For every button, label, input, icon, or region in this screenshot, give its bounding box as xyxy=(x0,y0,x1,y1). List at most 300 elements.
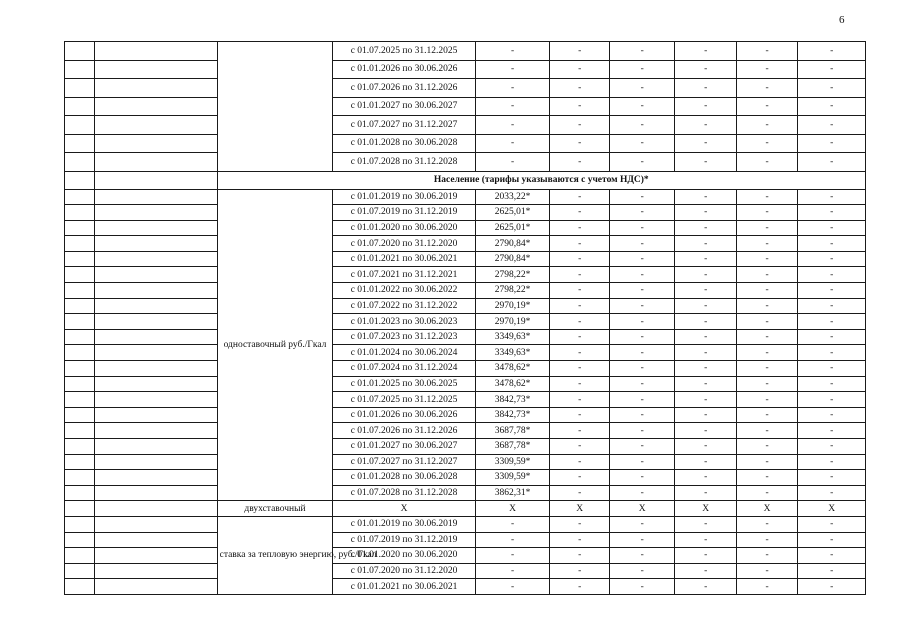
one-part-tariff-label: одноставочный руб./Гкал xyxy=(217,189,333,501)
period-cell: с 01.07.2019 по 31.12.2019 xyxy=(333,205,475,221)
value-cell: - xyxy=(736,329,797,345)
period-cell: с 01.01.2023 по 30.06.2023 xyxy=(333,314,475,330)
period-cell: с 01.01.2019 по 30.06.2019 xyxy=(333,516,475,532)
value-cell: - xyxy=(609,361,675,377)
tariff-value-cell: - xyxy=(475,516,550,532)
value-cell: - xyxy=(550,251,609,267)
number-cell xyxy=(65,153,95,172)
value-cell: - xyxy=(550,548,609,564)
value-cell: - xyxy=(550,60,609,79)
value-cell: - xyxy=(675,283,736,299)
number-cell xyxy=(65,439,95,455)
value-cell: - xyxy=(550,329,609,345)
tariff-value-cell: - xyxy=(475,563,550,579)
value-cell: - xyxy=(550,532,609,548)
name-cell xyxy=(94,283,217,299)
value-cell: - xyxy=(798,470,866,486)
value-cell: - xyxy=(550,407,609,423)
name-cell xyxy=(94,470,217,486)
number-cell xyxy=(65,171,95,189)
value-cell: - xyxy=(736,516,797,532)
name-cell xyxy=(94,376,217,392)
value-cell: - xyxy=(736,407,797,423)
table-row xyxy=(65,314,866,330)
period-cell: с 01.07.2019 по 31.12.2019 xyxy=(333,532,475,548)
value-cell: - xyxy=(798,563,866,579)
value-cell: - xyxy=(675,97,736,116)
period-cell: с 01.01.2027 по 30.06.2027 xyxy=(333,439,475,455)
tariff-value-cell: 2033,22* xyxy=(475,189,550,205)
value-cell: - xyxy=(675,329,736,345)
value-cell: - xyxy=(550,283,609,299)
table-row xyxy=(65,97,866,116)
value-cell: - xyxy=(798,548,866,564)
value-cell: - xyxy=(798,134,866,153)
value-cell: - xyxy=(609,134,675,153)
name-cell xyxy=(94,153,217,172)
period-cell: с 01.01.2025 по 30.06.2025 xyxy=(333,376,475,392)
value-cell: - xyxy=(798,407,866,423)
value-cell: - xyxy=(550,563,609,579)
value-cell: - xyxy=(550,454,609,470)
number-cell xyxy=(65,298,95,314)
value-cell: - xyxy=(675,267,736,283)
tariff-value-cell: 3349,63* xyxy=(475,345,550,361)
value-cell: - xyxy=(675,134,736,153)
value-cell: - xyxy=(798,205,866,221)
value-cell: - xyxy=(609,205,675,221)
number-cell xyxy=(65,345,95,361)
value-cell: - xyxy=(609,283,675,299)
value-cell: - xyxy=(609,298,675,314)
name-cell xyxy=(94,267,217,283)
value-cell: - xyxy=(736,116,797,135)
value-cell: - xyxy=(550,361,609,377)
heat-rate-label: ставка за тепловую энергию, руб./Гкал xyxy=(217,516,333,594)
value-cell: - xyxy=(609,251,675,267)
value-cell: - xyxy=(736,153,797,172)
not-applicable-cell: Х xyxy=(550,501,609,517)
value-cell: - xyxy=(609,454,675,470)
number-cell xyxy=(65,251,95,267)
value-cell: - xyxy=(675,314,736,330)
value-cell: - xyxy=(609,516,675,532)
not-applicable-cell: Х xyxy=(333,501,475,517)
value-cell: - xyxy=(675,532,736,548)
value-cell: - xyxy=(736,298,797,314)
value-cell: - xyxy=(550,376,609,392)
value-cell: - xyxy=(609,60,675,79)
number-cell xyxy=(65,423,95,439)
name-cell xyxy=(94,392,217,408)
value-cell: - xyxy=(736,392,797,408)
period-cell: с 01.01.2026 по 30.06.2026 xyxy=(333,60,475,79)
period-cell: с 01.01.2020 по 30.06.2020 xyxy=(333,220,475,236)
value-cell: - xyxy=(550,485,609,501)
value-cell: - xyxy=(609,153,675,172)
tariff-value-cell: 2970,19* xyxy=(475,314,550,330)
value-cell: - xyxy=(736,485,797,501)
table-row xyxy=(65,392,866,408)
value-cell: - xyxy=(736,532,797,548)
table-row xyxy=(65,376,866,392)
period-cell: с 01.07.2026 по 31.12.2026 xyxy=(333,79,475,98)
name-cell xyxy=(94,548,217,564)
value-cell: - xyxy=(675,60,736,79)
value-cell: - xyxy=(550,42,609,61)
value-cell: - xyxy=(675,189,736,205)
name-cell xyxy=(94,116,217,135)
value-cell: - xyxy=(675,153,736,172)
value-cell: - xyxy=(675,407,736,423)
tariff-value-cell: 3687,78* xyxy=(475,439,550,455)
value-cell: - xyxy=(736,236,797,252)
value-cell: - xyxy=(675,579,736,595)
value-cell: - xyxy=(675,470,736,486)
value-cell: - xyxy=(550,470,609,486)
tariff-value-cell: 2798,22* xyxy=(475,283,550,299)
two-part-row xyxy=(65,501,866,517)
table-row xyxy=(65,532,866,548)
value-cell: - xyxy=(736,548,797,564)
table-row xyxy=(65,79,866,98)
name-cell xyxy=(94,251,217,267)
period-cell: с 01.01.2028 по 30.06.2028 xyxy=(333,134,475,153)
value-cell: - xyxy=(798,532,866,548)
table-row xyxy=(65,236,866,252)
table-row xyxy=(65,470,866,486)
value-cell: - xyxy=(675,298,736,314)
number-cell xyxy=(65,79,95,98)
tariff-type-cell xyxy=(217,42,333,172)
name-cell xyxy=(94,134,217,153)
value-cell: - xyxy=(609,532,675,548)
value-cell: - xyxy=(550,439,609,455)
tariff-value-cell: 2625,01* xyxy=(475,205,550,221)
value-cell: - xyxy=(798,42,866,61)
name-cell xyxy=(94,563,217,579)
table-row xyxy=(65,205,866,221)
value-cell: - xyxy=(736,60,797,79)
value-cell: - xyxy=(798,376,866,392)
number-cell xyxy=(65,60,95,79)
name-cell xyxy=(94,501,217,517)
value-cell: - xyxy=(798,153,866,172)
period-cell: с 01.01.2019 по 30.06.2019 xyxy=(333,189,475,205)
period-cell: с 01.01.2022 по 30.06.2022 xyxy=(333,283,475,299)
number-cell xyxy=(65,236,95,252)
number-cell xyxy=(65,314,95,330)
value-cell: - xyxy=(736,205,797,221)
value-cell: - xyxy=(798,361,866,377)
tariff-table xyxy=(64,41,866,595)
value-cell: - xyxy=(550,516,609,532)
table-row xyxy=(65,134,866,153)
period-cell: с 01.01.2026 по 30.06.2026 xyxy=(333,407,475,423)
period-cell: с 01.01.2021 по 30.06.2021 xyxy=(333,251,475,267)
period-cell: с 01.01.2020 по 30.06.2020 xyxy=(333,548,475,564)
value-cell: - xyxy=(736,267,797,283)
name-cell xyxy=(94,361,217,377)
value-cell: - xyxy=(609,439,675,455)
tariff-value-cell: 3309,59* xyxy=(475,470,550,486)
tariff-value-cell: - xyxy=(475,579,550,595)
period-cell: с 01.07.2028 по 31.12.2028 xyxy=(333,485,475,501)
period-cell: с 01.07.2025 по 31.12.2025 xyxy=(333,392,475,408)
name-cell xyxy=(94,189,217,205)
value-cell: - xyxy=(609,236,675,252)
value-cell: - xyxy=(609,407,675,423)
period-cell: с 01.07.2021 по 31.12.2021 xyxy=(333,267,475,283)
period-cell: с 01.07.2026 по 31.12.2026 xyxy=(333,423,475,439)
not-applicable-cell: Х xyxy=(675,501,736,517)
not-applicable-cell: Х xyxy=(736,501,797,517)
name-cell xyxy=(94,579,217,595)
value-cell: - xyxy=(675,345,736,361)
value-cell: - xyxy=(736,439,797,455)
value-cell: - xyxy=(609,220,675,236)
period-cell: с 01.07.2020 по 31.12.2020 xyxy=(333,236,475,252)
number-cell xyxy=(65,97,95,116)
table-row xyxy=(65,298,866,314)
name-cell xyxy=(94,97,217,116)
table-row xyxy=(65,454,866,470)
period-cell: с 01.01.2021 по 30.06.2021 xyxy=(333,579,475,595)
value-cell: - xyxy=(798,392,866,408)
tariff-value-cell: 3842,73* xyxy=(475,407,550,423)
value-cell: - xyxy=(609,116,675,135)
tariff-value-cell: - xyxy=(475,60,550,79)
period-cell: с 01.07.2027 по 31.12.2027 xyxy=(333,116,475,135)
table-row xyxy=(65,485,866,501)
value-cell: - xyxy=(609,189,675,205)
group-heading-row xyxy=(65,171,866,189)
number-cell xyxy=(65,470,95,486)
value-cell: - xyxy=(736,283,797,299)
value-cell: - xyxy=(609,423,675,439)
value-cell: - xyxy=(675,548,736,564)
value-cell: - xyxy=(550,79,609,98)
name-cell xyxy=(94,205,217,221)
value-cell: - xyxy=(550,236,609,252)
value-cell: - xyxy=(798,79,866,98)
tariff-value-cell: - xyxy=(475,532,550,548)
value-cell: - xyxy=(736,470,797,486)
table-row xyxy=(65,251,866,267)
name-cell xyxy=(94,345,217,361)
value-cell: - xyxy=(550,423,609,439)
value-cell: - xyxy=(550,116,609,135)
tariff-value-cell: 3478,62* xyxy=(475,376,550,392)
tariff-value-cell: - xyxy=(475,79,550,98)
table-row xyxy=(65,153,866,172)
value-cell: - xyxy=(798,267,866,283)
name-cell xyxy=(94,171,217,189)
tariff-value-cell: 3687,78* xyxy=(475,423,550,439)
value-cell: - xyxy=(550,267,609,283)
table-row xyxy=(65,439,866,455)
value-cell: - xyxy=(675,79,736,98)
value-cell: - xyxy=(675,439,736,455)
table-row xyxy=(65,220,866,236)
value-cell: - xyxy=(736,423,797,439)
number-cell xyxy=(65,205,95,221)
name-cell xyxy=(94,298,217,314)
not-applicable-cell: Х xyxy=(609,501,675,517)
value-cell: - xyxy=(736,97,797,116)
value-cell: - xyxy=(550,205,609,221)
value-cell: - xyxy=(550,189,609,205)
number-cell xyxy=(65,283,95,299)
period-cell: с 01.07.2024 по 31.12.2024 xyxy=(333,361,475,377)
value-cell: - xyxy=(675,116,736,135)
tariff-value-cell: - xyxy=(475,134,550,153)
name-cell xyxy=(94,329,217,345)
value-cell: - xyxy=(675,220,736,236)
value-cell: - xyxy=(798,485,866,501)
value-cell: - xyxy=(798,236,866,252)
value-cell: - xyxy=(550,298,609,314)
value-cell: - xyxy=(675,516,736,532)
tariff-table-body xyxy=(65,42,866,595)
table-row xyxy=(65,42,866,61)
tariff-value-cell: 2790,84* xyxy=(475,236,550,252)
value-cell: - xyxy=(736,579,797,595)
value-cell: - xyxy=(736,42,797,61)
table-row xyxy=(65,361,866,377)
value-cell: - xyxy=(609,392,675,408)
name-cell xyxy=(94,220,217,236)
value-cell: - xyxy=(550,314,609,330)
value-cell: - xyxy=(798,454,866,470)
value-cell: - xyxy=(798,579,866,595)
tariff-value-cell: - xyxy=(475,97,550,116)
value-cell: - xyxy=(609,97,675,116)
value-cell: - xyxy=(736,134,797,153)
tariff-value-cell: - xyxy=(475,548,550,564)
tariff-value-cell: - xyxy=(475,153,550,172)
value-cell: - xyxy=(798,283,866,299)
table-row xyxy=(65,283,866,299)
period-cell: с 01.07.2023 по 31.12.2023 xyxy=(333,329,475,345)
tariff-value-cell: 2790,84* xyxy=(475,251,550,267)
value-cell: - xyxy=(798,314,866,330)
value-cell: - xyxy=(675,361,736,377)
number-cell xyxy=(65,485,95,501)
value-cell: - xyxy=(675,392,736,408)
period-cell: с 01.07.2028 по 31.12.2028 xyxy=(333,153,475,172)
number-cell xyxy=(65,134,95,153)
value-cell: - xyxy=(675,485,736,501)
tariff-value-cell: 3349,63* xyxy=(475,329,550,345)
name-cell xyxy=(94,439,217,455)
period-cell: с 01.01.2027 по 30.06.2027 xyxy=(333,97,475,116)
tariff-value-cell: 2798,22* xyxy=(475,267,550,283)
value-cell: - xyxy=(736,376,797,392)
not-applicable-cell: Х xyxy=(475,501,550,517)
period-cell: с 01.07.2022 по 31.12.2022 xyxy=(333,298,475,314)
value-cell: - xyxy=(736,454,797,470)
value-cell: - xyxy=(736,189,797,205)
table-row xyxy=(65,548,866,564)
table-row xyxy=(65,423,866,439)
value-cell: - xyxy=(550,97,609,116)
table-row xyxy=(65,116,866,135)
period-cell: с 01.07.2025 по 31.12.2025 xyxy=(333,42,475,61)
value-cell: - xyxy=(736,345,797,361)
number-cell xyxy=(65,579,95,595)
number-cell xyxy=(65,532,95,548)
value-cell: - xyxy=(675,563,736,579)
value-cell: - xyxy=(609,470,675,486)
value-cell: - xyxy=(609,485,675,501)
number-cell xyxy=(65,548,95,564)
value-cell: - xyxy=(798,60,866,79)
tariff-value-cell: - xyxy=(475,116,550,135)
value-cell: - xyxy=(798,97,866,116)
name-cell xyxy=(94,423,217,439)
value-cell: - xyxy=(550,220,609,236)
tariff-value-cell: - xyxy=(475,42,550,61)
value-cell: - xyxy=(798,189,866,205)
value-cell: - xyxy=(609,579,675,595)
value-cell: - xyxy=(609,345,675,361)
value-cell: - xyxy=(798,116,866,135)
table-row xyxy=(65,345,866,361)
value-cell: - xyxy=(798,423,866,439)
tariff-value-cell: 3842,73* xyxy=(475,392,550,408)
value-cell: - xyxy=(736,361,797,377)
value-cell: - xyxy=(736,251,797,267)
number-cell xyxy=(65,329,95,345)
value-cell: - xyxy=(736,79,797,98)
value-cell: - xyxy=(736,314,797,330)
value-cell: - xyxy=(798,516,866,532)
tariff-value-cell: 3478,62* xyxy=(475,361,550,377)
two-part-tariff-label: двухставочный xyxy=(217,501,333,517)
number-cell xyxy=(65,116,95,135)
value-cell: - xyxy=(675,454,736,470)
value-cell: - xyxy=(609,376,675,392)
name-cell xyxy=(94,314,217,330)
value-cell: - xyxy=(798,251,866,267)
name-cell xyxy=(94,532,217,548)
name-cell xyxy=(94,42,217,61)
value-cell: - xyxy=(798,220,866,236)
value-cell: - xyxy=(550,345,609,361)
name-cell xyxy=(94,454,217,470)
page-number: 6 xyxy=(839,14,845,26)
name-cell xyxy=(94,236,217,252)
value-cell: - xyxy=(798,345,866,361)
value-cell: - xyxy=(675,251,736,267)
period-cell: с 01.01.2028 по 30.06.2028 xyxy=(333,470,475,486)
value-cell: - xyxy=(609,329,675,345)
period-cell: с 01.07.2020 по 31.12.2020 xyxy=(333,563,475,579)
number-cell xyxy=(65,516,95,532)
name-cell xyxy=(94,485,217,501)
table-row xyxy=(65,407,866,423)
not-applicable-cell: Х xyxy=(798,501,866,517)
tariff-value-cell: 3862,31* xyxy=(475,485,550,501)
tariff-value-cell: 2970,19* xyxy=(475,298,550,314)
number-cell xyxy=(65,407,95,423)
table-row xyxy=(65,563,866,579)
table-row xyxy=(65,329,866,345)
number-cell xyxy=(65,220,95,236)
table-row xyxy=(65,579,866,595)
number-cell xyxy=(65,376,95,392)
